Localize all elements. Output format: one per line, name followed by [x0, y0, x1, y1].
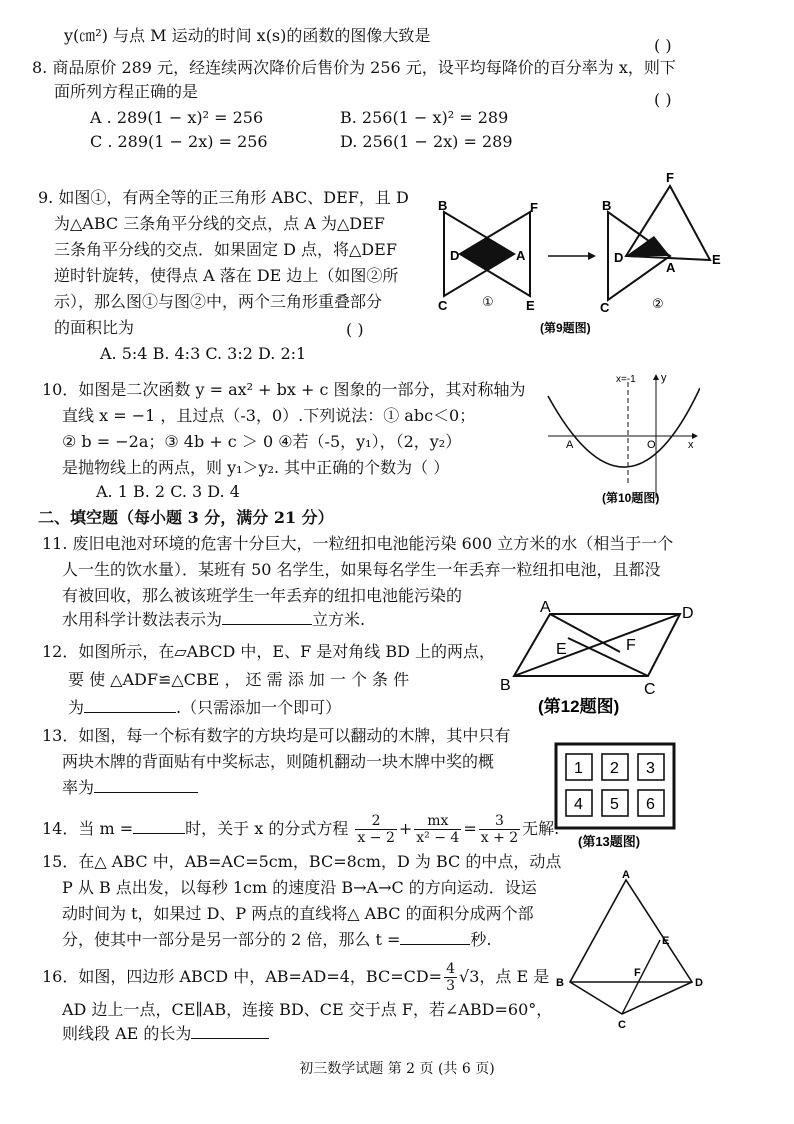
page-footer: 初三数学试题 第 2 页 (共 6 页)	[299, 1061, 495, 1077]
q14-a: 14．当 m =	[42, 819, 134, 838]
q10-line-3: ② b = −2a；③ 4b + c ＞ 0 ④若（-5，y₁），（2，y₂）	[62, 432, 462, 451]
q9-label-e1: E	[526, 298, 535, 313]
q11-answer-blank[interactable]	[222, 610, 312, 625]
q9-label-a1: A	[516, 248, 526, 263]
q9-figure	[430, 168, 730, 344]
q15-line-2: P 从 B 点出发，以每秒 1cm 的速度沿 B→A→C 的方向运动．设运	[62, 878, 537, 897]
q14-answer-blank[interactable]	[133, 819, 185, 834]
q12-label-b: B	[500, 677, 511, 694]
q13-caption: (第13题图)	[578, 834, 641, 849]
q16-label-b: B	[556, 977, 564, 989]
q12-line-1: 12．如图所示，在▱ABCD 中，E、F 是对角线 BD 上的两点，	[42, 642, 496, 661]
q12-label-a: A	[540, 599, 551, 616]
q13-answer-blank[interactable]	[94, 778, 198, 793]
q16-label-f: F	[634, 967, 641, 979]
q14-line	[42, 812, 559, 846]
q15-line-3: 动时间为 t，如果过 D、P 两点的直线将△ ABC 的面积分成两个部	[62, 904, 534, 923]
q12-figure	[498, 598, 708, 722]
q10-line-4: 是抛物线上的两点，则 y₁＞y₂. 其中正确的个数为（ ）	[62, 458, 450, 477]
q9-label-a2: A	[666, 260, 676, 275]
q14-fraction-2: $\frac{mx}{\text{x² − 4}}$	[416, 813, 460, 846]
q13-tile-number: 6	[646, 796, 655, 813]
q15-answer-blank[interactable]	[400, 930, 470, 945]
q12-caption: (第12题图)	[538, 697, 620, 716]
q15-line-4-b: 秒.	[470, 930, 492, 949]
q13-line-2: 两块木牌的背面贴有中奖标志，则随机翻动一块木牌中奖的概	[62, 752, 495, 771]
q11-line-2: 人一生的饮水量）．某班有 50 名学生，如果每名学生一年丢弃一粒纽扣电池，且都没	[62, 560, 661, 579]
q9-label-one: ①	[482, 294, 494, 309]
q14-fraction-1: $\frac{2}{x - 2}$	[357, 813, 395, 846]
q9-label-d1: D	[450, 248, 460, 263]
section-2-title: 二、填空题（每小题 3 分，满分 21 分）	[38, 508, 334, 527]
q9-line-5: 示），那么图①与图②中，两个三角形重叠部分	[54, 292, 383, 311]
q9-paren: ( )	[346, 320, 364, 339]
q7-paren: ( )	[654, 36, 672, 55]
q10-caption: (第10题图)	[602, 491, 660, 505]
q8-stem-1: 8. 商品原价 289 元，经连续两次降价后售价为 256 元，设平均每降价的百分率为 x，则下	[32, 58, 676, 77]
q11-line-4	[62, 610, 365, 630]
q11-line-3: 有被回收，那么被该班学生一年丢弃的纽扣电池能污染的	[62, 586, 463, 605]
q12-label-f: F	[626, 637, 636, 654]
q16-fraction: $\frac{4}{3}$	[446, 961, 456, 994]
q9-label-c2: C	[600, 300, 610, 315]
q10-line-1: 10．如图是二次函数 y = ax² + bx + c 图象的一部分，其对称轴为	[42, 380, 526, 399]
q9-label-b1: B	[438, 198, 448, 213]
q16-label-d: D	[695, 977, 703, 989]
q10-o-label: O	[647, 439, 656, 451]
q14-c: 无解.	[522, 819, 560, 838]
q16-label-a: A	[622, 869, 630, 881]
q15-line-1: 15．在△ ABC 中，AB=AC=5cm，BC=8cm，D 为 BC 的中点，动点	[42, 852, 562, 871]
q9-label-b2: B	[602, 198, 612, 213]
q16-line-2: AD 边上一点，CE∥AB，连接 BD、CE 交于点 F，若∠ABD=60°，	[62, 1000, 553, 1019]
q10-figure	[540, 368, 700, 508]
q13-tile-number: 2	[610, 760, 619, 777]
q8-paren: ( )	[654, 90, 672, 109]
q11-line-4-b: 立方米.	[312, 610, 366, 629]
q10-axis-label: x=-1	[616, 374, 636, 385]
q14-b: 时，关于 x 的分式方程	[185, 819, 349, 838]
q11-line-4-a: 水用科学计数法表示为	[62, 610, 223, 629]
q10-options: A. 1 B. 2 C. 3 D. 4	[96, 482, 240, 501]
q15-line-4-a: 分，使其中一部分是另一部分的 2 倍，那么 t =	[62, 930, 401, 949]
q9-line-2: 为△ABC 三条角平分线的交点，点 A 为△DEF	[54, 214, 385, 233]
q14-plus: +	[398, 819, 413, 838]
q9-label-two: ②	[652, 296, 664, 311]
q9-options: A. 5:4 B. 4:3 C. 3:2 D. 2:1	[100, 344, 307, 363]
q10-line-2: 直线 x = −1 ，且过点（-3，0）.下列说法：① abc＜0；	[62, 406, 476, 425]
q13-line-3-a: 率为	[62, 778, 95, 797]
q16-a: 16．如图，四边形 ABCD 中，AB=AD=4，BC=CD=	[42, 967, 443, 986]
q16-label-e: E	[662, 935, 670, 947]
q16-line-3	[62, 1024, 269, 1044]
q12-line-3	[68, 698, 341, 718]
q7-tail: y(㎝²) 与点 M 运动的时间 x(s)的函数的图像大致是	[64, 26, 431, 45]
q16-label-c: C	[618, 1019, 626, 1031]
q10-x-label: x	[688, 439, 694, 451]
q9-label-d2: D	[614, 250, 624, 265]
q13-figure	[552, 740, 682, 856]
q9-label-f1: F	[530, 200, 538, 215]
q13-tile-number: 3	[646, 760, 655, 777]
q12-line-3-a: 为	[68, 698, 85, 717]
q16-line-1	[42, 960, 549, 994]
q13-tile-number: 1	[574, 760, 583, 777]
q13-line-1: 13．如图，每一个标有数字的方块均是可以翻动的木牌，其中只有	[42, 726, 511, 745]
q10-y-label: y	[661, 372, 667, 384]
q13-tile-number: 4	[574, 796, 583, 813]
q8-option-d: D. 256(1 − 2x) = 289	[340, 132, 513, 151]
q9-label-f2: F	[666, 170, 674, 185]
q14-equals: =	[463, 819, 477, 838]
q9-label-c1: C	[438, 298, 448, 313]
q9-line-6: 的面积比为	[54, 318, 135, 337]
q9-label-e2: E	[712, 252, 721, 267]
q16-sqrt: √3	[459, 967, 480, 986]
q11-line-1: 11. 废旧电池对环境的危害十分巨大，一粒纽扣电池能污染 600 立方米的水（相当于一个	[42, 534, 674, 553]
q8-option-b: B. 256(1 − x)² = 289	[340, 108, 509, 127]
q8-stem-2: 面所列方程正确的是	[54, 82, 199, 101]
q8-option-c: C . 289(1 − 2x) = 256	[90, 132, 268, 151]
q16-figure	[550, 864, 730, 1034]
q9-line-3: 三条角平分线的交点．如果固定 D 点，将△DEF	[54, 240, 397, 259]
q10-a-label: A	[566, 439, 574, 451]
q13-tile-number: 5	[610, 796, 619, 813]
q9-line-1: 9. 如图①，有两全等的正三角形 ABC、DEF，且 D	[38, 188, 409, 207]
q12-line-3-b: .（只需添加一个即可）	[176, 698, 342, 717]
q16-line-3-a: 则线段 AE 的长为	[62, 1024, 192, 1043]
q12-line-2: 要 使 △ADF≌△CBE ， 还 需 添 加 一 个 条 件	[68, 670, 410, 689]
q12-label-e: E	[556, 641, 567, 658]
q13-line-3	[62, 778, 198, 798]
q16-b: ，点 E 是	[479, 967, 550, 986]
q16-answer-blank[interactable]	[191, 1024, 269, 1039]
q12-answer-blank[interactable]	[84, 698, 176, 713]
q14-fraction-3: $\frac{3}{x + 2}$	[480, 813, 519, 846]
q9-caption: (第9题图)	[540, 321, 591, 335]
q12-label-c: C	[644, 681, 656, 698]
q12-label-d: D	[682, 605, 694, 622]
q9-line-4: 逆时针旋转，使得点 A 落在 DE 边上（如图②所	[54, 266, 399, 285]
q8-option-a: A . 289(1 − x)² = 256	[90, 108, 264, 127]
q15-line-4	[62, 930, 491, 950]
